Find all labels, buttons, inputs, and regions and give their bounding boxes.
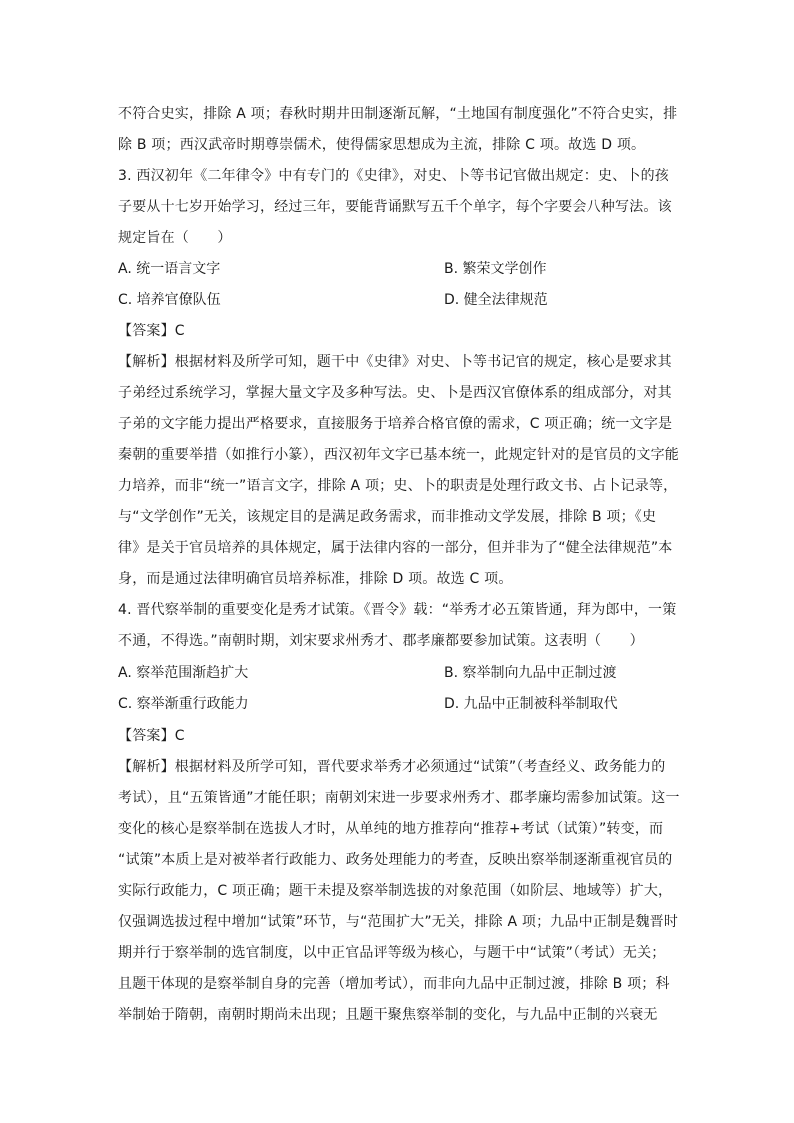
question-4-stem-line: 不通，不得选。”南朝时期，刘宋要求州秀才、郡孝廉都要参加试策。这表明（ ）: [118, 633, 644, 649]
question-3-analysis-line: 律》是关于官员培养的具体规定，属于法律内容的一部分，但并非为了“健全法律规范”本: [118, 540, 673, 556]
question-4-analysis-line: 实际行政能力，C 项正确；题干未提及察举制选拔的对象范围（如阶层、地域等）扩大，: [118, 883, 673, 899]
question-3-analysis-line: 秦朝的重要举措（如推行小篆），西汉初年文字已基本统一，此规定针对的是官员的文字能: [118, 447, 679, 463]
question-4-option-d: D. 九品中正制被科举制取代: [444, 696, 618, 712]
question-3-answer: 【答案】C: [118, 323, 185, 339]
question-4-analysis-line: 仅强调选拔过程中增加“试策”环节，与“范围扩大”无关，排除 A 项；九品中正制是魏晋时: [118, 914, 679, 930]
question-3-analysis-line: 力培养，而非“统一”语言文字，排除 A 项；史、卜的职责是处理行政文书、占卜记录等，: [118, 478, 678, 494]
question-4-option-b: B. 察举制向九品中正制过渡: [444, 665, 617, 681]
question-3-analysis-line: 与“文学创作”无关，该规定目的是满足政务需求，而非推动文学发展，排除 B 项；《史: [118, 509, 657, 525]
question-3-option-d: D. 健全法律规范: [444, 292, 548, 308]
question-4-analysis-line: 考试），且“五策皆通”才能任职；南朝刘宋进一步要求州秀才、郡孝廉均需参加试策。这一: [118, 790, 680, 806]
question-4-analysis-line: “试策”本质上是对被举者行政能力、政务处理能力的考查，反映出察举制逐渐重视官员的: [118, 852, 673, 868]
question-3-stem-line: 子要从十七岁开始学习，经过三年，要能背诵默写五千个单字，每个字要会八种写法。该: [118, 199, 672, 215]
question-4-analysis-line: 【解析】根据材料及所学可知，晋代要求举秀才必须通过“试策”（考查经义、政务能力的: [118, 759, 666, 775]
text-line: 不符合史实，排除 A 项；春秋时期井田制逐渐瓦解，“土地国有制度强化”不符合史实，排: [118, 106, 678, 122]
question-4-analysis-line: 变化的核心是察举制在选拔人才时，从单纯的地方推荐向“推荐+考试（试策）”转变，而: [118, 821, 664, 837]
question-4-analysis-line: 举制始于隋朝，南朝时期尚未出现；且题干聚焦察举制的变化，与九品中正制的兴衰无: [118, 1007, 658, 1023]
question-4-option-a: A. 察举范围渐趋扩大: [118, 665, 249, 681]
question-3-option-c: C. 培养官僚队伍: [118, 292, 221, 308]
question-4-stem-line: 4. 晋代察举制的重要变化是秀才试策。《晋令》载：“举秀才必五策皆通，拜为郎中，一策: [118, 602, 677, 618]
question-4-analysis-line: 期并行于察举制的选官制度，以中正官品评等级为核心，与题干中“试策”（考试）无关；: [118, 945, 666, 961]
question-3-stem-line: 规定旨在（ ）: [118, 230, 232, 246]
question-4-option-c: C. 察举渐重行政能力: [118, 696, 249, 712]
question-3-analysis-line: 身，而是通过法律明确官员培养标准，排除 D 项。故选 C 项。: [118, 571, 513, 587]
question-4-analysis-line: 且题干体现的是察举制自身的完善（增加考试），而非向九品中正制过渡，排除 B 项；科: [118, 976, 670, 992]
question-4-answer: 【答案】C: [118, 728, 185, 744]
question-3-option-b: B. 繁荣文学创作: [444, 261, 547, 277]
question-3-analysis-line: 子弟经过系统学习，掌握大量文字及多种写法。史、卜是西汉官僚体系的组成部分，对其: [118, 385, 672, 401]
text-line: 除 B 项；西汉武帝时期尊崇儒术，使得儒家思想成为主流，排除 C 项。故选 D 项。: [118, 137, 646, 153]
question-3-analysis-line: 子弟的文字能力提出严格要求，直接服务于培养合格官僚的需求，C 项正确；统一文字是: [118, 416, 673, 432]
question-3-analysis-line: 【解析】根据材料及所学可知，题干中《史律》对史、卜等书记官的规定，核心是要求其: [118, 354, 672, 370]
question-3-option-a: A. 统一语言文字: [118, 261, 221, 277]
question-3-stem-line: 3. 西汉初年《二年律令》中有专门的《史律》，对史、卜等书记官做出规定：史、卜的孩: [118, 168, 670, 184]
